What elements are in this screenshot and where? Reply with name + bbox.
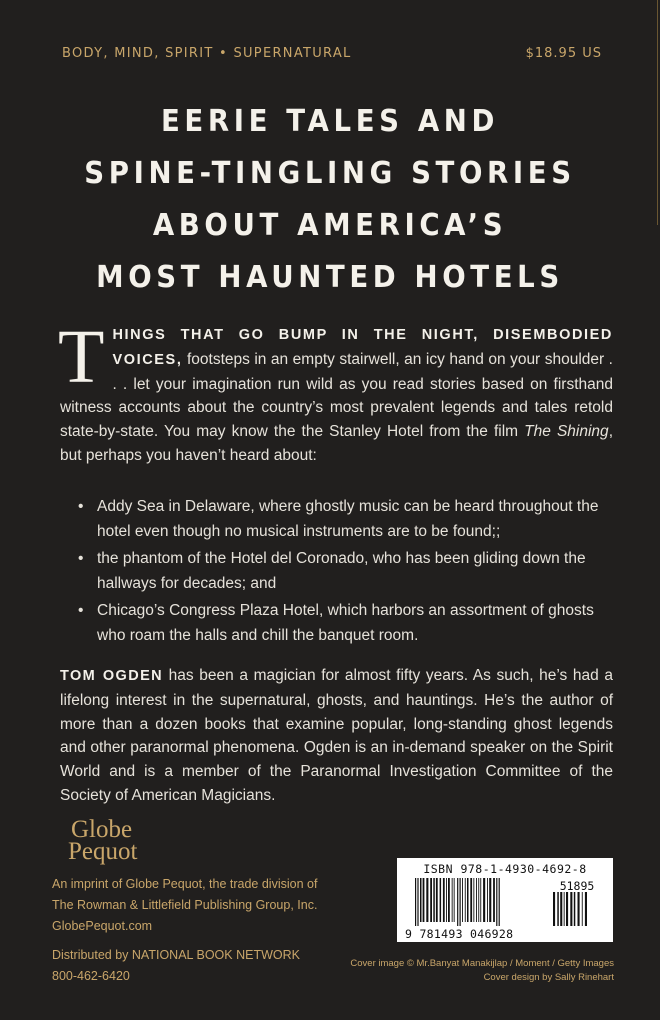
barcode-bar — [557, 892, 559, 926]
price-label: $18.95 US — [525, 46, 602, 61]
barcode-bar — [448, 878, 450, 922]
list-item — [74, 598, 614, 648]
barcode-bar — [476, 878, 477, 922]
publisher-info — [52, 874, 352, 987]
barcode-bar — [430, 878, 432, 922]
barcode-bar — [417, 878, 418, 926]
headline-line: EERIE TALES AND — [160, 104, 500, 139]
logo-line-2: Pequot — [68, 838, 138, 865]
barcode-bar — [467, 878, 469, 922]
intro-body-end: , but perhaps you haven’t heard about: — [60, 423, 613, 464]
barcode-bar — [487, 878, 488, 922]
barcode-bar — [446, 878, 447, 922]
author-name: TOM OGDEN — [60, 668, 164, 684]
logo-line-1: Globe — [71, 816, 133, 843]
barcode-bar — [582, 892, 583, 926]
author-bio — [60, 664, 613, 808]
barcode-bar — [426, 878, 428, 922]
list-item-text: Addy Sea in Delaware, where ghostly music can be heard throughout the hotel even though no musical instruments are to be found;; — [97, 498, 599, 540]
headline — [0, 96, 660, 304]
barcode-bar — [499, 878, 500, 926]
barcode-bar — [478, 878, 479, 922]
barcode-bar — [566, 892, 568, 926]
barcode-bar — [496, 878, 497, 926]
publisher-website: GlobePequot.com — [52, 919, 153, 933]
barcode-bar — [560, 892, 562, 926]
list-item — [74, 494, 614, 544]
barcode-bar — [473, 878, 474, 922]
intro-lead: HINGS THAT GO BUMP IN THE NIGHT, DISEMBODIED VOICES, — [112, 327, 613, 368]
intro-body: footsteps in an empty stairwell, an icy hand on your shoulder . . . let your imagination run wild as you read stories based on firsthand witness accounts about the country’s most prevalent legends and tales retold state-by-state. You may know the the Stanley Hotel from the film — [60, 350, 613, 441]
barcode-bar — [574, 892, 576, 926]
barcode-bar — [420, 878, 422, 922]
barcode-bar — [415, 878, 416, 926]
headline-line: SPINE-TINGLING STORIES — [84, 156, 576, 191]
bullet-icon: • — [78, 550, 84, 567]
category-label: BODY, MIND, SPIRIT • SUPERNATURAL — [62, 46, 352, 61]
barcode-bar — [454, 878, 455, 922]
barcode-bar — [470, 878, 472, 922]
headline-line: ABOUT AMERICA’S — [152, 208, 508, 243]
publisher-logo — [68, 816, 138, 865]
credit-line: Cover design by Sally Rinehart — [483, 972, 614, 983]
barcode-bar — [465, 878, 466, 922]
barcode-bar — [423, 878, 425, 922]
barcode-bar — [433, 878, 435, 922]
barcode-bar — [460, 878, 461, 926]
barcode-bar — [436, 878, 438, 922]
isbn-label: ISBN 978-1-4930-4692-8 — [423, 862, 587, 876]
barcode-bar — [578, 892, 580, 926]
hotel-list — [74, 494, 614, 650]
barcode-ean-digits: 9 781493 046928 — [405, 927, 514, 941]
barcode-bar — [457, 878, 458, 926]
intro-paragraph — [58, 315, 613, 468]
drop-cap: T — [58, 315, 105, 399]
barcode-bar — [452, 878, 453, 922]
film-title: The Shining — [524, 423, 609, 441]
barcode-bar — [489, 878, 491, 922]
publisher-line: The Rowman & Littlefield Publishing Group, Inc. — [52, 898, 318, 912]
isbn-barcode — [397, 858, 613, 942]
barcode-bar — [443, 878, 445, 922]
barcode-bar — [440, 878, 442, 922]
barcode-bar — [483, 878, 485, 922]
credit-line: Cover image © Mr.Banyat Manakijlap / Moment / Getty Images — [350, 958, 614, 969]
publisher-line: An imprint of Globe Pequot, the trade division of — [52, 877, 318, 891]
barcode-bar — [462, 878, 463, 922]
headline-line: MOST HAUNTED HOTELS — [96, 260, 564, 295]
cover-credits — [350, 957, 614, 985]
barcode-bar — [564, 892, 565, 926]
bullet-icon: • — [78, 498, 84, 515]
author-bio-text: has been a magician for almost fifty years. As such, he’s had a lifelong interest in the supernatural, ghosts, and hauntings. He’s the author of more than a dozen books that examine popular, long-standing ghost legends and other paranormal phenomena. Ogden is an in-demand speaker on the Spirit World and is a member of the Paranormal Investigation Committee of the Society of American Magicians. — [60, 667, 613, 804]
barcode-bar — [585, 892, 587, 926]
list-item-text: the phantom of the Hotel del Coronado, who has been gliding down the hallways for decades; and — [97, 550, 586, 592]
bullet-icon: • — [78, 602, 84, 619]
barcode-bar — [570, 892, 572, 926]
distributor-phone: 800-462-6420 — [52, 969, 130, 983]
barcode-addon-digits: 51895 — [559, 879, 595, 893]
barcode-bar — [553, 892, 555, 926]
list-item-text: Chicago’s Congress Plaza Hotel, which harbors an assortment of ghosts who roam the halls and chill the banquet room. — [97, 602, 594, 644]
barcode-bar — [480, 878, 481, 922]
barcode-bar — [493, 878, 495, 922]
list-item — [74, 546, 614, 596]
distributor-line: Distributed by NATIONAL BOOK NETWORK — [52, 948, 300, 962]
